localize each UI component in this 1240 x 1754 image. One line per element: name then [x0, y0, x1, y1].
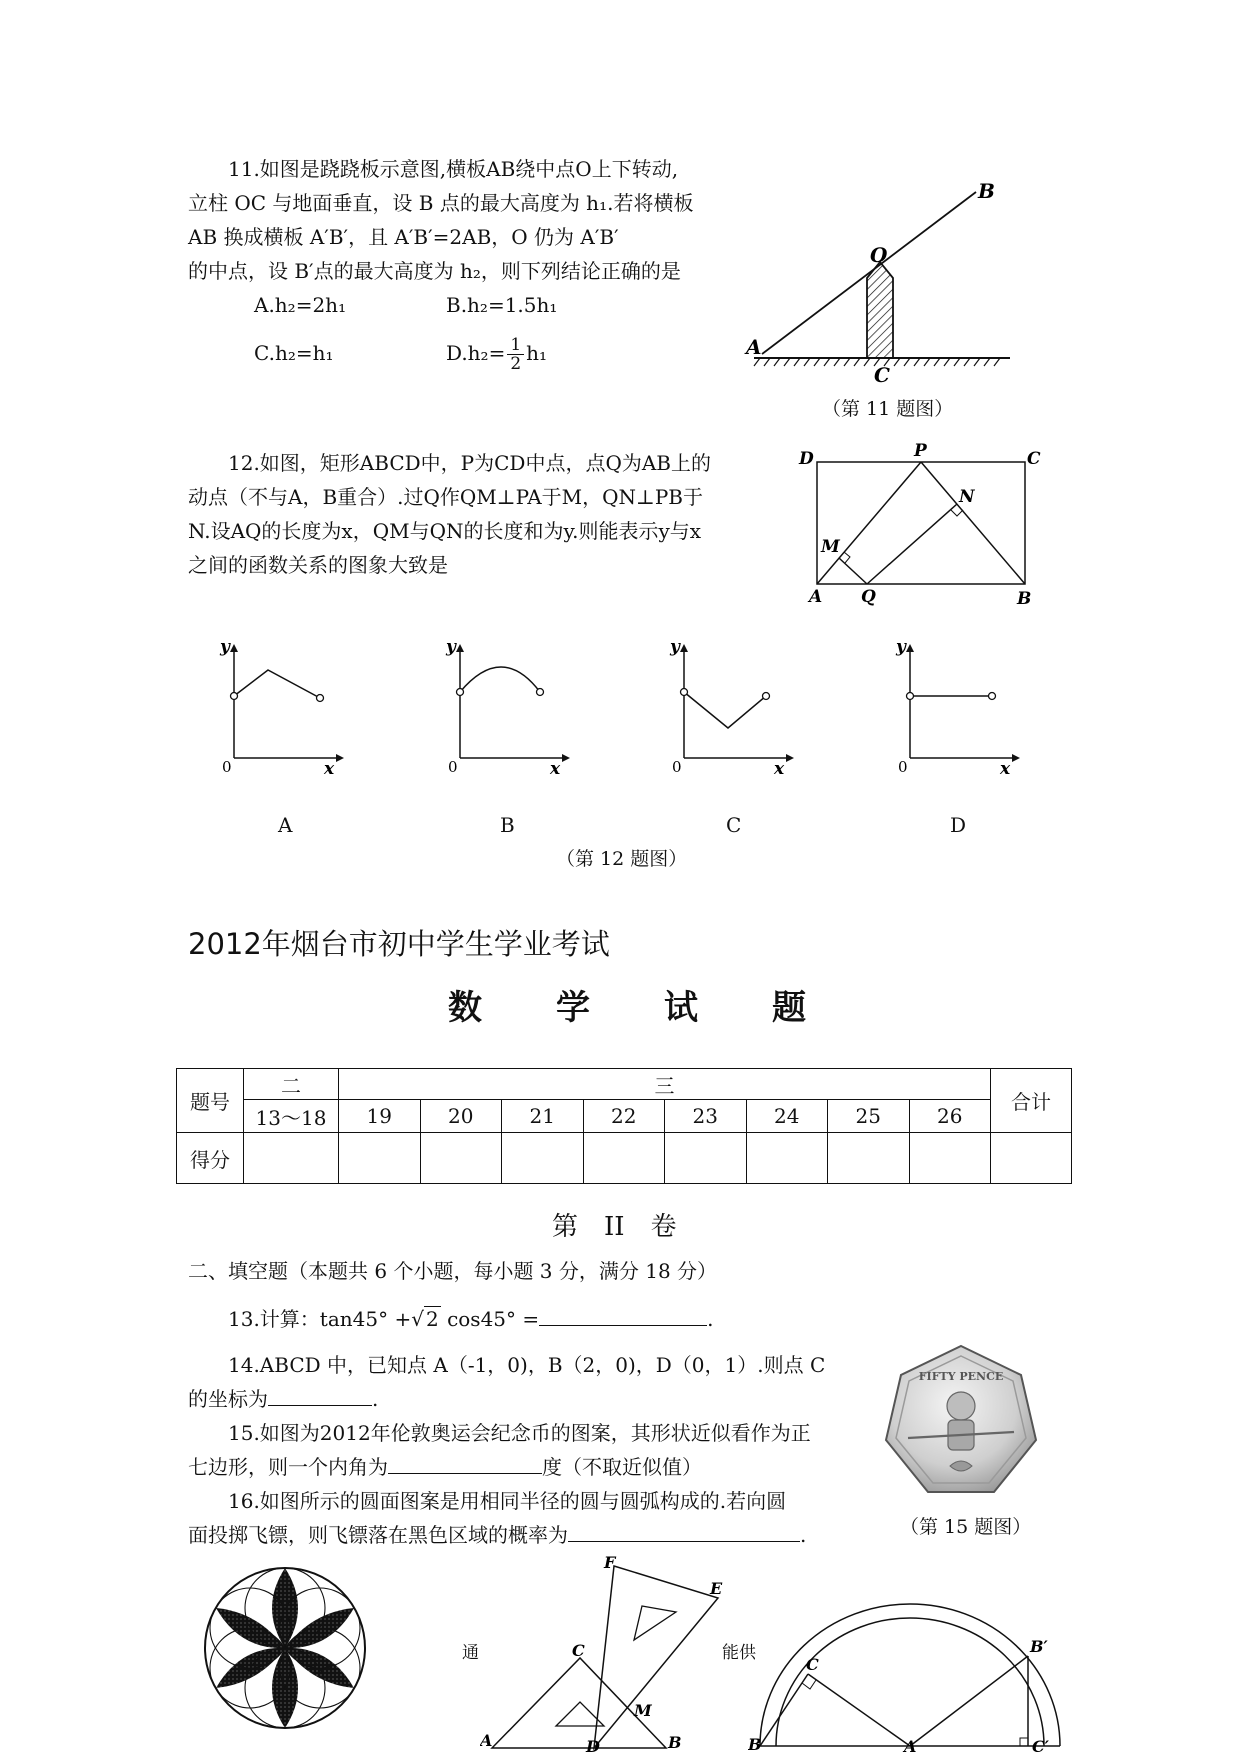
q11-line2: 立柱 OC 与地面垂直，设 B 点的最大高度为 h₁.若将横板	[188, 191, 694, 215]
q15-pre: 七边形，则一个内角为	[188, 1455, 388, 1479]
coin-inscription: FIFTY PENCE	[918, 1370, 1004, 1383]
graph-option-a	[196, 636, 346, 776]
seesaw-figure	[740, 170, 1020, 400]
svg-text:0: 0	[898, 758, 908, 776]
graph-label-b: B	[500, 813, 515, 837]
triangle-inner-cutout	[634, 1606, 676, 1640]
q15-caption: （第 15 题图）	[900, 1516, 1032, 1538]
col-21: 21	[502, 1100, 584, 1133]
label-a: A	[809, 587, 823, 607]
q14-end: .	[372, 1387, 379, 1411]
q14-pre: 的坐标为	[188, 1387, 268, 1411]
graph-option-b	[422, 636, 572, 776]
graph-c-curve	[684, 692, 766, 728]
q13-pre: 13.计算：tan45° +	[228, 1307, 412, 1331]
coin-figure-head	[947, 1392, 975, 1420]
svg-text:B′: B′	[1030, 1637, 1048, 1656]
circle-pattern-figure	[200, 1546, 370, 1750]
q12-line3: N.设AQ的长度为x，QM与QN的长度和为y.则能表示y与x	[188, 519, 702, 543]
col-13-18: 13～18	[244, 1100, 339, 1133]
coin-figure	[880, 1342, 1042, 1504]
q12-line4: 之间的函数关系的图象大致是	[188, 553, 448, 577]
q16-pre: 面投掷飞镖，则飞镖落在黑色区域的概率为	[188, 1523, 568, 1547]
semicircle-figure	[748, 1594, 1068, 1754]
score-cell[interactable]	[420, 1133, 502, 1184]
q16-line1: 16.如图所示的圆面图案是用相同半径的圆与圆弧构成的.若向圆	[228, 1489, 787, 1513]
svg-text:B: B	[668, 1733, 682, 1752]
exam-subject: 数 学 试 题	[448, 988, 808, 1028]
svg-text:A: A	[904, 1737, 917, 1754]
svg-text:F: F	[604, 1556, 616, 1572]
segment-pa	[817, 462, 921, 584]
q11-option-d-pre: D.h₂=	[446, 341, 506, 365]
col-26: 26	[909, 1100, 991, 1133]
q11-fraction-den: 2	[510, 354, 522, 374]
set-square-figure	[480, 1556, 730, 1754]
score-cell[interactable]	[339, 1133, 421, 1184]
label-m: M	[821, 537, 840, 557]
score-cell[interactable]	[991, 1133, 1072, 1184]
label-o: O	[870, 243, 888, 267]
svg-text:0: 0	[448, 758, 458, 776]
col-19: 19	[339, 1100, 421, 1133]
svg-text:D: D	[586, 1737, 600, 1754]
exam-title: 2012年烟台市初中学生学业考试	[188, 927, 610, 961]
col-24: 24	[746, 1100, 828, 1133]
q15-post: 度（不取近似值）	[542, 1455, 702, 1479]
score-cell[interactable]	[502, 1133, 584, 1184]
segment-qn	[867, 504, 957, 584]
segment-qm	[839, 558, 867, 584]
q16-end: .	[800, 1523, 807, 1547]
q11-option-d-post: h₁	[526, 341, 548, 365]
part-three-header: 三	[339, 1069, 991, 1100]
q13-sqrt: 2	[425, 1307, 439, 1331]
score-cell[interactable]	[244, 1133, 339, 1184]
q11-option-b: B.h₂=1.5h₁	[446, 293, 558, 317]
score-cell[interactable]	[828, 1133, 910, 1184]
graph-label-c: C	[726, 813, 742, 837]
q12-line1: 12.如图，矩形ABCD中，P为CD中点，点Q为AB上的	[228, 451, 711, 475]
label-p: P	[914, 441, 927, 461]
label-b: B	[1017, 589, 1032, 609]
graph-b-curve	[460, 667, 540, 692]
row-header-number: 题号	[177, 1069, 244, 1133]
score-cell[interactable]	[909, 1133, 991, 1184]
q15-line2	[188, 1450, 702, 1484]
triangle-def	[594, 1566, 718, 1748]
q11-fraction-num: 1	[507, 336, 524, 355]
svg-text:y: y	[670, 637, 680, 657]
svg-text:M: M	[634, 1701, 652, 1720]
label-q: Q	[861, 587, 876, 607]
score-cell[interactable]	[583, 1133, 665, 1184]
section-heading: 二、填空题（本题共 6 个小题，每小题 3 分，满分 18 分）	[188, 1259, 718, 1283]
svg-text:x: x	[1000, 759, 1011, 776]
q11-line1: 11.如图是跷跷板示意图,横板AB绕中点O上下转动,	[228, 157, 679, 181]
svg-text:y: y	[896, 637, 906, 657]
svg-text:C: C	[572, 1641, 585, 1660]
right-angle-n	[951, 510, 963, 516]
inner-arc	[776, 1618, 1044, 1746]
q11-line3: AB 换成横板 A′B′，且 A′B′=2AB，O 仍为 A′B′	[188, 225, 619, 249]
label-a: A	[746, 335, 762, 359]
graph-a-curve	[234, 670, 320, 698]
label-d: D	[799, 449, 814, 469]
svg-text:x: x	[324, 759, 335, 776]
text-fragment-right: 能供	[722, 1643, 756, 1663]
score-cell[interactable]	[665, 1133, 747, 1184]
q14-answer-blank[interactable]	[268, 1383, 372, 1406]
graph-label-a: A	[278, 813, 293, 837]
svg-text:C′: C′	[1032, 1737, 1049, 1754]
q13-answer-blank[interactable]	[539, 1303, 707, 1326]
svg-text:x: x	[774, 759, 785, 776]
svg-text:B: B	[748, 1735, 762, 1754]
q13-line: 13.计算：tan45° +√ 2 cos45° = .	[228, 1302, 714, 1336]
q14-line2	[188, 1382, 378, 1416]
q15-answer-blank[interactable]	[388, 1451, 542, 1474]
support-pillar	[867, 262, 893, 358]
q11-fraction	[507, 336, 524, 373]
svg-text:x: x	[550, 759, 561, 776]
label-b: B	[978, 179, 995, 203]
total-header: 合计	[991, 1069, 1072, 1133]
q14-line1: 14.ABCD 中，已知点 A（-1，0)，B（2，0)，D（0，1）.则点 C	[228, 1353, 826, 1377]
svg-text:0: 0	[222, 758, 232, 776]
label-n: N	[959, 487, 975, 507]
q11-option-c: C.h₂=h₁	[254, 341, 334, 365]
q12-line2: 动点（不与A，B重合）.过Q作QM⊥PA于M，QN⊥PB于	[188, 485, 703, 509]
q16-answer-blank[interactable]	[568, 1519, 800, 1542]
graph-label-d: D	[950, 813, 967, 837]
graph-option-c	[646, 636, 796, 776]
svg-text:A: A	[480, 1731, 493, 1750]
col-23: 23	[665, 1100, 747, 1133]
col-25: 25	[828, 1100, 910, 1133]
rectangle-figure	[795, 440, 1045, 610]
volume-title: 第 II 卷	[552, 1212, 677, 1242]
q13-mid: cos45° =	[447, 1307, 540, 1331]
svg-text:0: 0	[672, 758, 682, 776]
q13-end: .	[707, 1307, 714, 1331]
outer-arc	[760, 1604, 1060, 1746]
svg-text:y: y	[220, 637, 230, 657]
right-angle-m	[844, 552, 850, 563]
graph-option-d	[872, 636, 1022, 776]
label-c: C	[1027, 449, 1041, 469]
score-table	[176, 1068, 1072, 1184]
score-label: 得分	[177, 1133, 244, 1184]
label-c: C	[874, 363, 890, 387]
q15-line1: 15.如图为2012年伦敦奥运会纪念币的图案，其形状近似看作为正	[228, 1421, 811, 1445]
q11-caption: （第 11 题图）	[822, 398, 954, 420]
q11-option-a: A.h₂=2h₁	[254, 293, 347, 317]
q11-line4: 的中点，设 B′点的最大高度为 h₂，则下列结论正确的是	[188, 259, 681, 283]
part-two-header: 二	[244, 1069, 339, 1100]
text-fragment-left: 通	[462, 1643, 479, 1663]
col-22: 22	[583, 1100, 665, 1133]
svg-text:C: C	[806, 1655, 819, 1674]
col-20: 20	[420, 1100, 502, 1133]
q12-caption: （第 12 题图）	[556, 848, 688, 870]
q11-option-d	[446, 325, 547, 381]
svg-text:y: y	[446, 637, 456, 657]
svg-text:E: E	[710, 1579, 723, 1598]
score-cell[interactable]	[746, 1133, 828, 1184]
